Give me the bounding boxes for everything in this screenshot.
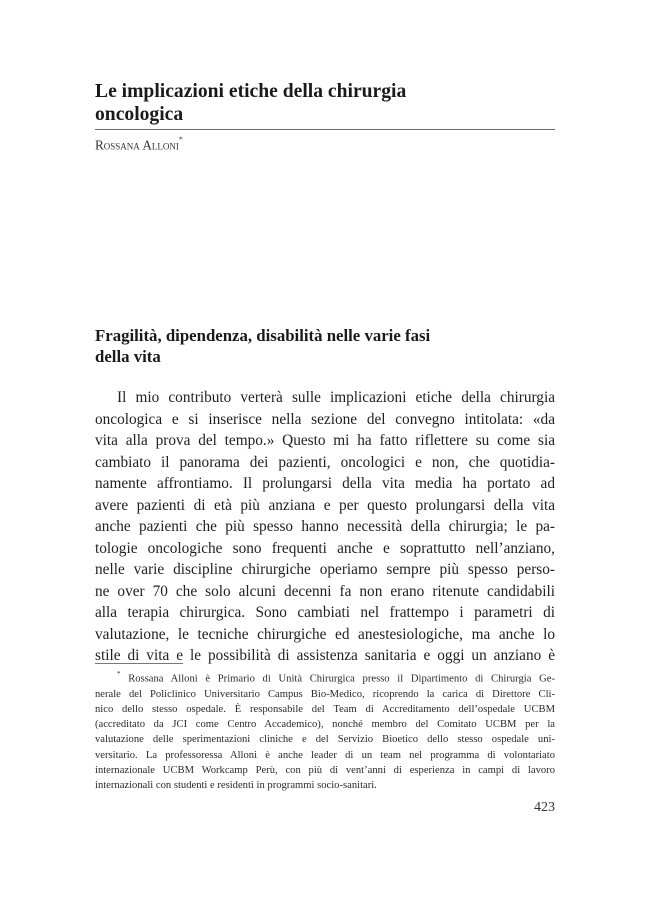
author-name (95, 134, 183, 153)
section-heading (95, 325, 535, 367)
title-rule (95, 129, 555, 130)
body-line: oncologica e si inserisce nella sezione del convegno intitolata: «da (95, 410, 555, 428)
footnote-line: nico dello stesso ospedale. È responsabile del Team di Accreditamento dell’ospedale UCBM (95, 703, 555, 715)
author-footnote-mark: * (178, 135, 183, 144)
footnote-line: internazionali con studenti e residenti in programmi socio-sanitari. (95, 779, 377, 791)
article-title-line-1: Le implicazioni etiche della chirurgia (95, 81, 407, 102)
footnote-line: (accreditato da JCI come Centro Accademico), nonché membro del Comitato UCBM per la (95, 719, 555, 731)
body-line: valutazione, le tecniche chirurgiche ed anestesiologiche, ma anche lo (95, 625, 555, 643)
body-line: nelle varie discipline chirurgiche operiamo sempre più spesso perso- (95, 561, 555, 578)
footnote (95, 668, 555, 793)
body-line: cambiato il panorama dei pazienti, oncologici e non, che quotidia- (95, 453, 555, 471)
body-line: vita alla prova del tempo.» Questo mi ha fatto riflettere su come sia (95, 432, 555, 449)
body-line: namente affrontiamo. Il prolungarsi della vita media ha portato ad (95, 475, 555, 492)
footnote-line: internazionale UCBM Workcamp Perù, con più di vent’anni di esperienza in campi di lavoro (95, 764, 555, 776)
footnote-line: nerale del Policlinico Universitario Campus Bio-Medico, ricoprendo la carica di Direttore Cli- (95, 688, 555, 700)
footnote-line: versitario. La professoressa Alloni è anche leader di un team nel programma di volontariato (95, 749, 555, 761)
body-line: Il mio contributo verterà sulle implicazioni etiche della chirurgia (117, 389, 555, 406)
body-line: ne over 70 che solo alcuni decenni fa non erano ritenute candidabili (95, 582, 555, 600)
page-number: 423 (534, 800, 555, 815)
body-line: avere pazienti di età più anziana e per questo prolungarsi della vita (95, 496, 555, 514)
article-title (95, 80, 535, 126)
body-line: tologie oncologiche sono frequenti anche e soprattutto nell’anziano, (95, 539, 555, 557)
body-line: alla terapia chirurgica. Sono cambiati nel frattempo i parametri di (95, 604, 555, 621)
footnote-line: valutazione delle sperimentazioni cliniche e del Servizio Bioetico dello stesso ospedale uni- (95, 734, 555, 746)
article-title-line-2: oncologica (95, 104, 184, 125)
author-name-text: Rossana Alloni (95, 137, 179, 153)
footnote-rule (95, 663, 183, 664)
body-paragraph (95, 387, 555, 667)
body-line: anche pazienti che più spesso hanno necessità della chirurgia; le pa- (95, 518, 555, 535)
footnote-mark: * (117, 670, 121, 678)
footnote-line (95, 668, 555, 687)
footnote-line-text: Rossana Alloni è Primario di Unità Chirurgica presso il Dipartimento di Chirurgia Ge- (128, 673, 555, 685)
section-heading-line-1: Fragilità, dipendenza, disabilità nelle varie fasi (95, 326, 431, 345)
section-heading-line-2: della vita (95, 347, 161, 366)
body-line: stile di vita e le possibilità di assistenza sanitaria e oggi un anziano è (95, 647, 555, 664)
